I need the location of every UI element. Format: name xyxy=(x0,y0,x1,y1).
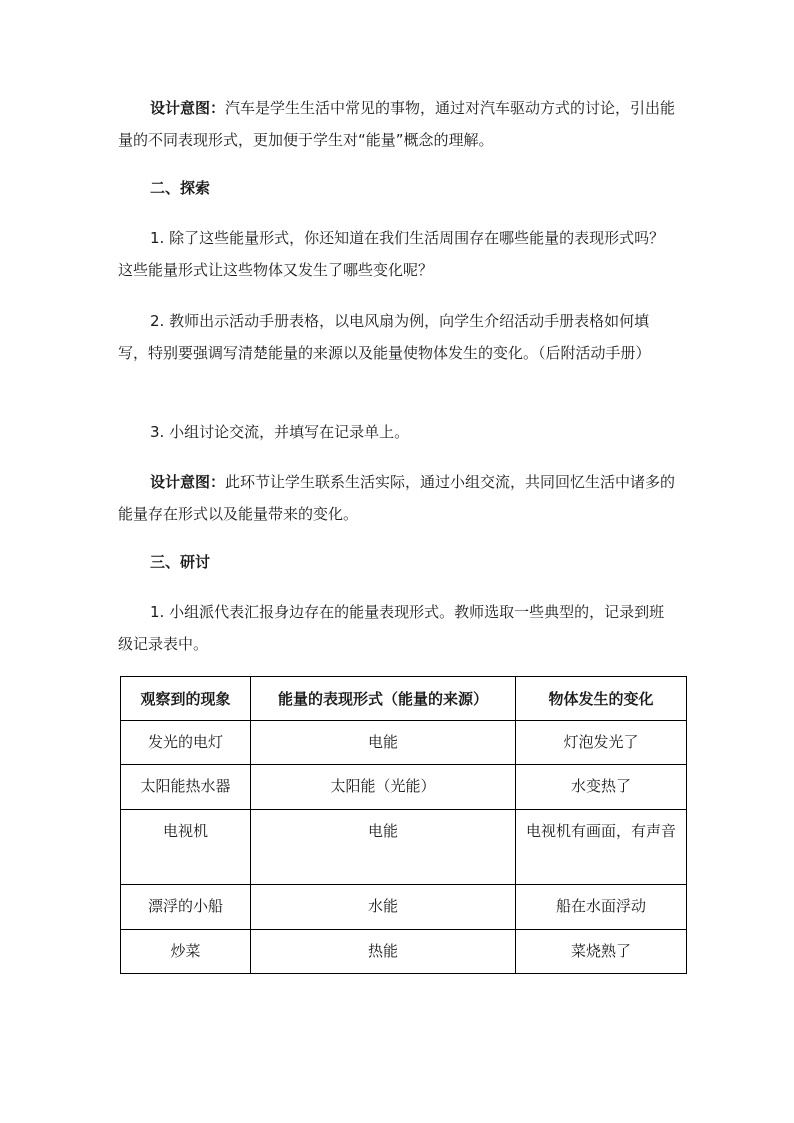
table-row xyxy=(121,930,687,974)
class-record-table xyxy=(120,676,687,974)
table-cell-phenomenon: 太阳能热水器 xyxy=(121,765,251,810)
table-cell-change: 船在水面浮动 xyxy=(516,885,687,930)
design-intent-text-2: 此环节让学生联系生活实际，通过小组交流，共同回忆生活中诸多的能量存在形式以及能量带来的变化。 xyxy=(118,473,676,523)
table-cell-energy-form: 热能 xyxy=(251,930,516,974)
table-header-energy-form: 能量的表现形式（能量的来源） xyxy=(251,677,516,721)
section-heading-explore: 二、探索 xyxy=(150,179,211,197)
table-cell-energy-form: 水能 xyxy=(251,885,516,930)
table-cell-phenomenon: 发光的电灯 xyxy=(121,721,251,765)
design-intent-text-1: 汽车是学生生活中常见的事物，通过对汽车驱动方式的讨论，引出能量的不同表现形式，更加便于学生对“能量”概念的理解。 xyxy=(118,99,676,149)
design-intent-paragraph-2 xyxy=(118,466,678,530)
explore-item-1: 1. 除了这些能量形式，你还知道在我们生活周围存在哪些能量的表现形式吗？这些能量形式让这些物体又发生了哪些变化呢？ xyxy=(118,229,665,279)
table-cell-energy-form: 太阳能（光能） xyxy=(251,765,516,810)
discuss-item-1: 1. 小组派代表汇报身边存在的能量表现形式。教师选取一些典型的，记录到班级记录表中。 xyxy=(118,603,665,653)
table-row xyxy=(121,721,687,765)
table-cell-phenomenon: 炒菜 xyxy=(121,930,251,974)
table-cell-change: 电视机有画面，有声音 xyxy=(516,810,687,885)
table-cell-energy-form: 电能 xyxy=(251,810,516,885)
table-header-phenomenon: 观察到的现象 xyxy=(121,677,251,721)
table-cell-change: 菜烧熟了 xyxy=(516,930,687,974)
section-heading-discuss: 三、研讨 xyxy=(150,553,211,571)
table-cell-change: 灯泡发光了 xyxy=(516,721,687,765)
design-intent-label-1: 设计意图： xyxy=(150,99,226,117)
table-row xyxy=(121,765,687,810)
explore-item-2: 2. 教师出示活动手册表格，以电风扇为例，向学生介绍活动手册表格如何填写，特别要强调写清楚能量的来源以及能量使物体发生的变化。（后附活动手册） xyxy=(118,312,651,362)
table-row xyxy=(121,885,687,930)
design-intent-paragraph-1 xyxy=(118,92,678,156)
explore-item-3: 3. 小组讨论交流，并填写在记录单上。 xyxy=(150,423,410,441)
table-cell-phenomenon: 漂浮的小船 xyxy=(121,885,251,930)
design-intent-label-2: 设计意图： xyxy=(150,473,226,491)
table-row xyxy=(121,810,687,885)
table-cell-phenomenon: 电视机 xyxy=(121,810,251,885)
table-header-change: 物体发生的变化 xyxy=(516,677,687,721)
table-header-row xyxy=(121,677,687,721)
table-cell-change: 水变热了 xyxy=(516,765,687,810)
table-cell-energy-form: 电能 xyxy=(251,721,516,765)
